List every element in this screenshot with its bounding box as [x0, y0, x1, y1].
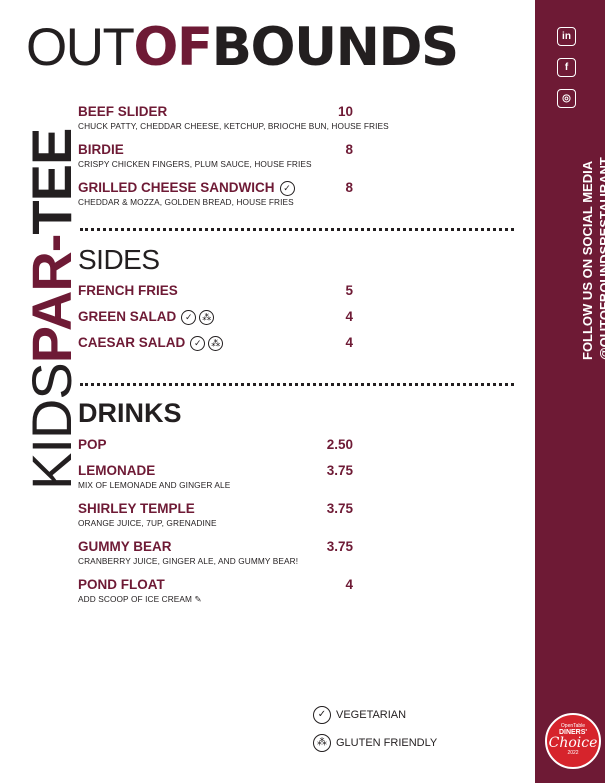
item-name-row [78, 180, 353, 196]
item-price: 5 [345, 283, 353, 298]
item-price: 4 [345, 309, 353, 324]
drink-item-pond-float [78, 577, 353, 605]
follow-line-1: FOLLOW US ON SOCIAL MEDIA [580, 160, 595, 360]
drink-item-pop [78, 437, 353, 453]
item-description: CHEDDAR & MOZZA, GOLDEN BREAD, HOUSE FRIES [78, 197, 294, 207]
item-name: CAESAR SALAD [78, 335, 186, 350]
social-sidebar [535, 0, 612, 783]
side-item-caesar-salad [78, 335, 353, 351]
item-price: 4 [345, 335, 353, 350]
follow-us-text [579, 100, 613, 360]
item-price: 8 [345, 142, 353, 157]
menu-item-birdie [78, 142, 353, 170]
menu-item-beef-slider [78, 104, 389, 132]
item-price: 3.75 [326, 539, 353, 554]
kids-par-tee-title [22, 70, 82, 490]
item-description: ORANGE JUICE, 7UP, GRENADINE [78, 518, 217, 528]
item-name: SHIRLEY TEMPLE [78, 501, 195, 516]
item-description: CRANBERRY JUICE, GINGER ALE, AND GUMMY BEAR! [78, 556, 299, 566]
dotted-divider [80, 383, 514, 386]
item-name: GRILLED CHEESE SANDWICH [78, 180, 275, 195]
sides-heading: SIDES [78, 244, 160, 275]
item-price: 2.50 [326, 437, 353, 452]
side-item-french-fries [78, 283, 353, 299]
item-description-row [78, 593, 353, 605]
item-name-row [78, 309, 353, 325]
item-description: MIX OF LEMONADE AND GINGER ALE [78, 480, 231, 490]
ice-cream-icon: ✎ [194, 594, 202, 604]
item-price: 10 [337, 104, 353, 119]
item-name: BIRDIE [78, 142, 124, 157]
vegetarian-icon: ✓ [190, 336, 205, 351]
dotted-divider [80, 228, 514, 231]
item-name: FRENCH FRIES [78, 283, 178, 298]
drink-item-lemonade [78, 463, 353, 491]
legend-vegetarian-label: VEGETARIAN [336, 708, 407, 721]
item-name: POP [78, 437, 107, 452]
gluten-friendly-icon: ⁂ [208, 336, 223, 351]
drink-item-shirley-temple [78, 501, 353, 529]
side-item-green-salad [78, 309, 353, 325]
linkedin-icon[interactable]: in [557, 27, 576, 46]
instagram-icon[interactable]: ◎ [557, 89, 576, 108]
item-name: LEMONADE [78, 463, 156, 478]
diners-choice-badge [545, 713, 601, 769]
vegetarian-icon: ✓ [181, 310, 196, 325]
item-price: 3.75 [326, 501, 353, 516]
legend-vegetarian [313, 706, 406, 724]
award-line1: DINERS' [558, 729, 588, 736]
item-name: GUMMY BEAR [78, 539, 172, 554]
item-description: CRISPY CHICKEN FINGERS, PLUM SAUCE, HOUSE FRIES [78, 159, 312, 169]
menu-item-grilled-cheese [78, 180, 353, 208]
gluten-friendly-icon: ⁂ [313, 734, 331, 752]
item-name-row [78, 335, 353, 351]
follow-handle[interactable]: @OUTOFBOUNDSRESTAURANT [597, 157, 612, 360]
item-price: 8 [345, 180, 353, 195]
award-line2: Choice [548, 735, 598, 751]
award-year: 2022 [567, 750, 579, 756]
brand-part-bounds: BOUNDS [211, 17, 458, 78]
item-name: BEEF SLIDER [78, 104, 168, 119]
brand-logo [26, 18, 458, 78]
item-price: 4 [345, 577, 353, 592]
vegetarian-icon: ✓ [280, 181, 295, 196]
award-source: OpenTable [560, 723, 586, 729]
vertical-title-par: PAR- [20, 234, 83, 364]
drink-item-gummy-bear [78, 539, 353, 567]
facebook-icon[interactable]: f [557, 58, 576, 77]
item-name: GREEN SALAD [78, 309, 177, 324]
brand-part-out: OUT [26, 18, 134, 77]
gluten-friendly-icon: ⁂ [199, 310, 214, 325]
vertical-title-tee: TEE [20, 128, 83, 235]
legend-gluten-label: GLUTEN FRIENDLY [336, 736, 438, 749]
brand-part-of: OF [133, 17, 212, 78]
item-name: POND FLOAT [78, 577, 165, 592]
item-price: 3.75 [326, 463, 353, 478]
item-description: ADD SCOOP OF ICE CREAM [78, 594, 193, 604]
legend-gluten-friendly [313, 734, 437, 752]
vegetarian-icon: ✓ [313, 706, 331, 724]
item-description: CHUCK PATTY, CHEDDAR CHEESE, KETCHUP, BRIOCHE BUN, HOUSE FRIES [78, 121, 389, 131]
vertical-title-kids: KIDS [20, 363, 83, 490]
drinks-heading: DRINKS [78, 398, 182, 428]
